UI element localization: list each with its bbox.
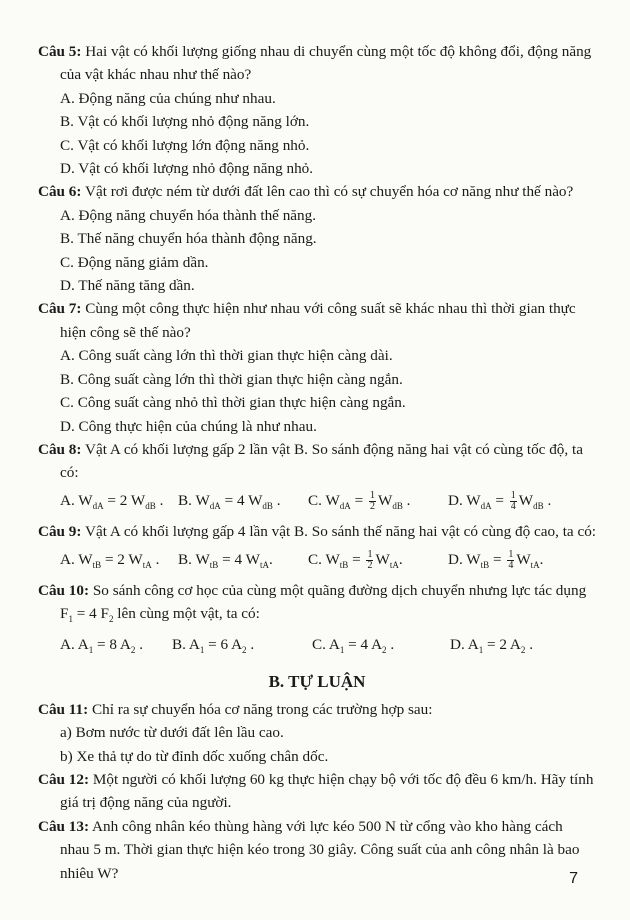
option-a: A. $W_{dA} = 2$ $W_{dB}$ . <box>60 491 164 511</box>
worksheet-page <box>38 40 596 885</box>
question-12 <box>38 768 596 815</box>
fraction: $\frac{1}{4}$ <box>508 548 514 571</box>
fraction: $\frac{1}{2}$ <box>367 548 373 571</box>
option-b: B. $W_{dA} = 4$ $W_{dB}$ . <box>178 491 281 511</box>
option-c: C. Vật có khối lượng lớn động năng nhỏ. <box>60 136 310 154</box>
question-10: Câu 10: So sánh công cơ học của cùng một quãng đường dịch chuyển nhưng lực tác dụng $F_1 = 4$ $F_2$ lên cùng một vật, ta có: <box>38 582 587 625</box>
option-a: A. Động năng chuyển hóa thành thế năng. <box>60 206 317 224</box>
option-d: D. Công thực hiện của chúng là như nhau. <box>60 417 317 435</box>
question-11 <box>38 698 596 721</box>
question-13 <box>38 815 596 885</box>
option-d: D. $A_1 = 2$ $A_2$ . <box>450 635 533 655</box>
option-a: A. Động năng của chúng như nhau. <box>60 89 276 107</box>
question-text: Vật A có khối lượng gấp 2 lần vật B. So sánh động năng hai vật có cùng tốc độ, ta có: <box>60 440 583 482</box>
item-b: b) Xe thả tự do từ đỉnh dốc xuống chân dốc. <box>60 747 329 765</box>
options-row <box>38 633 596 662</box>
option-a: A. $W_{tB} = 2$ $W_{tA}$ . <box>60 550 160 570</box>
question-label: Câu 6: <box>38 183 82 201</box>
page-number: 7 <box>569 870 578 887</box>
option-d: D. Thế năng tăng dần. <box>60 277 195 295</box>
option-d: D. $W_{dA}$ = $\frac{1}{4}$ $W_{dB}$ . <box>448 489 552 512</box>
question-6 <box>38 180 596 203</box>
question-label: Câu 10: <box>38 582 90 599</box>
question-text: Hai vật có khối lượng giống nhau di chuyển cùng một tốc độ không đổi, động năng của vật khác nhau như thế nào? <box>60 43 592 84</box>
item-a: a) Bơm nước từ dưới đất lên lầu cao. <box>60 724 284 742</box>
question-label: Câu 5: <box>38 43 82 60</box>
option-b: B. Vật có khối lượng nhỏ động năng lớn. <box>60 113 310 131</box>
fraction: $\frac{1}{4}$ <box>510 489 516 512</box>
options-row <box>38 548 596 577</box>
option-d: D. Vật có khối lượng nhỏ động năng nhỏ. <box>60 160 314 178</box>
question-label: Câu 13: <box>38 817 90 835</box>
question-label: Câu 9: <box>38 523 82 541</box>
option-c: C. Công suất càng nhỏ thì thời gian thực hiện càng ngắn. <box>60 394 406 412</box>
option-d: D. $W_{tB}$ = $\frac{1}{4}$ $W_{tA}$. <box>448 548 544 571</box>
question-label: Câu 11: <box>38 700 89 718</box>
question-text: Cùng một công thực hiện như nhau với công suất sẽ khác nhau thì thời gian thực hiện công sẽ thế nào? <box>60 300 576 341</box>
options-row <box>38 489 596 518</box>
question-label: Câu 12: <box>38 770 90 788</box>
option-b: B. $A_1 = 6$ $A_2$ . <box>172 635 255 655</box>
question-5 <box>38 40 596 87</box>
question-text: Một người có khối lượng 60 kg thực hiện chạy bộ với tốc độ đều 6 km/h. Hãy tính giá trị động năng của người. <box>60 770 594 812</box>
question-label: Câu 7: <box>38 300 82 318</box>
question-7 <box>38 297 596 344</box>
option-b: B. $W_{tB} = 4$ $W_{tA}$. <box>178 550 273 570</box>
question-text: Anh công nhân kéo thùng hàng với lực kéo 500 N từ cổng vào kho hàng cách nhau 5 m. Thời gian thực hiện kéo trong 30 giây. Công suất của anh công nhân là bao nhiêu W? <box>60 817 580 882</box>
question-text: Vật rơi được ném từ dưới đất lên cao thì có sự chuyển hóa cơ năng như thế nào? <box>85 183 574 201</box>
section-heading: B. TỰ LUẬN <box>268 672 366 692</box>
question-text: Chỉ ra sự chuyển hóa cơ năng trong các trường hợp sau: <box>92 700 433 718</box>
option-b: B. Công suất càng lớn thì thời gian thực hiện càng ngắn. <box>60 370 403 388</box>
question-9 <box>38 520 596 543</box>
option-c: C. Động năng giảm dần. <box>60 253 209 271</box>
option-c: C. $W_{dA}$ = $\frac{1}{2}$ $W_{dB}$ . <box>308 489 411 512</box>
fraction: $\frac{1}{2}$ <box>369 489 375 512</box>
option-a: A. $A_1 = 8$ $A_2$ . <box>60 635 143 655</box>
option-c: C. $W_{tB}$ = $\frac{1}{2}$ $W_{tA}$. <box>308 548 403 571</box>
option-c: C. $A_1 = 4$ $A_2$ . <box>312 635 395 655</box>
question-label: Câu 8: <box>38 440 82 458</box>
option-a: A. Công suất càng lớn thì thời gian thực hiện càng dài. <box>60 347 393 365</box>
question-8 <box>38 438 596 485</box>
option-b: B. Thế năng chuyển hóa thành động năng. <box>60 230 317 248</box>
question-text: Vật A có khối lượng gấp 4 lần vật B. So sánh thế năng hai vật có cùng độ cao, ta có: <box>85 523 597 541</box>
